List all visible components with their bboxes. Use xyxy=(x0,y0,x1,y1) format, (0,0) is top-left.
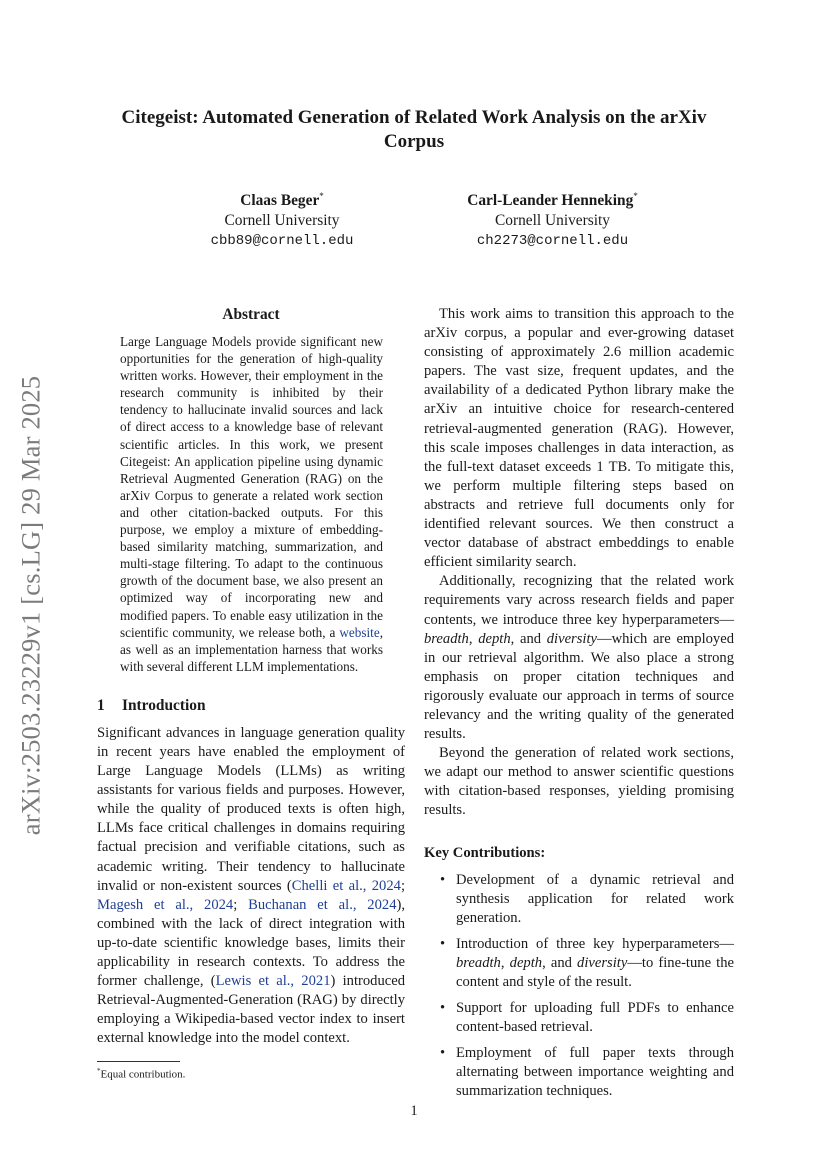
list-item: • Introduction of three key hyperparameters—breadth, depth, and diversity—to fine-tune the content and style of the result. xyxy=(440,935,735,990)
author-name: Claas Beger xyxy=(240,192,320,210)
author-email: cbb89@cornell.edu xyxy=(210,233,354,250)
page-number: 1 xyxy=(410,1103,418,1119)
list-item: • Employment of full paper texts through alternating between importance weighting and summarization techniques. xyxy=(440,1045,734,1100)
citation-link[interactable]: Buchanan et al., 2024 xyxy=(248,896,397,913)
author-affiliation: Cornell University xyxy=(495,212,610,230)
footnote-mark: * xyxy=(97,1067,101,1075)
bullet-icon: • xyxy=(440,935,446,952)
author-name: Carl-Leander Henneking xyxy=(467,192,634,210)
author-email: ch2273@cornell.edu xyxy=(476,233,629,250)
abstract-text: Large Language Models provide significant new opportunities for the generation of high-quality written works. However, their employment in the research community is inhibited by their tendency to hallucinate invalid sources and lack of direct access to a knowledge base of relevant scientific articles. In this work, we present Citegeist: An application pipeline using dynamic Retrieval Augmented Generation (RAG) on the arXiv Corpus to generate a related work section and other citation-backed outputs. For this purpose, we employ a mixture of embedding-based similarity matching, summarization, and multi-stage filtering. To adapt to the continuous growth of the document base, we also present an optimized way of incorporating new and modified papers. To enable easy utilization in the scientific community, we release both, a website, as well as an implementation harness that works with several different LLM implementations. xyxy=(120,334,383,674)
section-number: 1 xyxy=(97,696,105,714)
bullet-icon: • xyxy=(440,1045,446,1062)
abstract-heading: Abstract xyxy=(222,306,280,323)
contributions-list xyxy=(424,871,734,1102)
citation-link[interactable]: Chelli et al., 2024 xyxy=(291,877,401,894)
section-title-text: Introduction xyxy=(122,696,206,714)
section-heading-introduction xyxy=(97,696,405,716)
intro-paragraph-3: Additionally, recognizing that the related work requirements vary across research fields and paper contents, we introduce three key hyperparameters—breadth, depth, and diversity—which are employed in our retrieval algorithm. We also place a strong emphasis on proper citation techniques and rigorously evaluate our approach in terms of source relevancy and the writing quality of the generated results. xyxy=(424,573,734,743)
intro-paragraph-4: Beyond the generation of related work sections, we adapt our method to answer scientific questions with citation-based responses, yielding promising results. xyxy=(424,745,734,819)
author-block xyxy=(430,186,675,251)
bullet-icon: • xyxy=(440,871,446,888)
arxiv-identifier-sidebar xyxy=(11,360,51,850)
citation-link[interactable]: Lewis et al., 2021 xyxy=(215,973,331,990)
intro-paragraph-2: This work aims to transition this approach to the arXiv corpus, a popular and ever-growing dataset consisting of approximately 2.6 million academic papers. The vast size, frequent updates, and the availability of a dedicated Python library make the arXiv an intuitive choice for research-centered retrieval-augmented generation (RAG). However, this scale imposes challenges in data interaction, as the full-text dataset exceeds 1 TB. To mitigate this, we perform multiple filtering steps based on abstracts and retrieve full documents only for identified relevant sources. We then construct a vector database of abstract embeddings to enable efficient similarity search. xyxy=(424,306,734,571)
bullet-icon: • xyxy=(440,1000,446,1017)
left-column xyxy=(97,305,405,1048)
footnote xyxy=(97,1064,185,1082)
author-affiliation: Cornell University xyxy=(224,212,340,230)
website-link[interactable]: website xyxy=(339,624,380,640)
footnote-text: Equal contribution. xyxy=(100,1068,186,1081)
list-item: • Support for uploading full PDFs to enhance content-based retrieval. xyxy=(440,1000,734,1036)
paper-title: Citegeist: Automated Generation of Related Work Analysis on the arXiv Corpus xyxy=(121,107,707,152)
author-block xyxy=(172,186,392,251)
footnote-divider xyxy=(97,1061,180,1062)
author-mark: * xyxy=(319,191,324,201)
citation-link[interactable]: Magesh et al., 2024 xyxy=(97,896,234,913)
right-column xyxy=(424,305,734,1109)
key-contributions-heading: Key Contributions: xyxy=(424,844,546,861)
author-mark: * xyxy=(633,191,638,201)
intro-paragraph-1: Significant advances in language generation quality in recent years have enabled the employment of Large Language Models (LLMs) as writing assistants for various fields and purposes. However, while the quality of produced texts is often high, LLMs face critical challenges in domains requiring factual precision and verifiable citations, such as academic writing. Their tendency to hallucinate invalid or non-existent sources (Chelli et al., 2024; Magesh et al., 2024; Buchanan et al., 2024), combined with the lack of direct integration with up-to-date scientific knowledge bases, limits their applicability in research contexts. To address the former challenge, (Lewis et al., 2021) introduced Retrieval-Augmented-Generation (RAG) by directly employing a Wikipedia-based vector index to insert external knowledge into the model context. xyxy=(97,724,406,1047)
arxiv-identifier-text: arXiv:2503.23229v1 [cs.LG] 29 Mar 2025 xyxy=(15,375,46,835)
list-item: • Development of a dynamic retrieval and synthesis application for related work generation. xyxy=(440,871,734,926)
